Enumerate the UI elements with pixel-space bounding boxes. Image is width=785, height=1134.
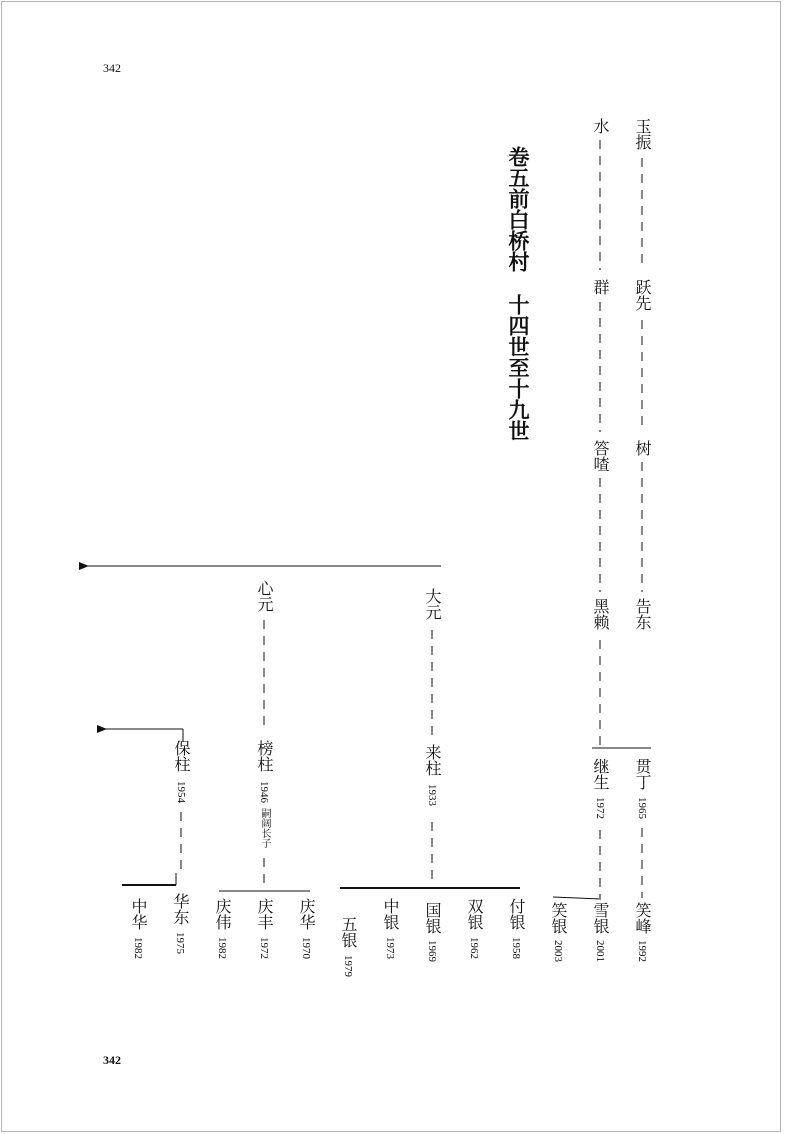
bracket-jisheng-children [553, 897, 601, 899]
year-bangzhu: 1946 [258, 781, 270, 803]
person-xinyuan: 心元 [255, 580, 274, 612]
child-name: 华东 [171, 893, 190, 925]
child-name: 付银 [507, 898, 526, 930]
child-year: 1975 [174, 932, 186, 954]
child-name: 庆丰 [255, 898, 274, 930]
child-name: 笑银 [549, 902, 568, 934]
child-name: 笑峰 [633, 902, 652, 934]
child-year: 2001 [594, 940, 606, 962]
child-name: 庆华 [297, 898, 316, 930]
page-number-top: 342 [103, 61, 121, 75]
person-laizhu: 来柱 [423, 744, 442, 776]
person-qun: 群 [591, 279, 610, 295]
child-name: 庆伟 [213, 898, 232, 930]
year-guanding: 1965 [636, 797, 648, 819]
child-name: 中银 [381, 898, 400, 930]
person-dayuan: 大元 [423, 588, 442, 620]
child-name: 雪银 [591, 902, 610, 934]
person-bangzhu: 榜柱 [255, 740, 274, 772]
year-laizhu: 1933 [426, 784, 438, 806]
child-name: 双银 [465, 898, 484, 930]
child-year: 1972 [258, 937, 270, 959]
child-year: 1958 [510, 937, 522, 959]
person-shu: 树 [633, 440, 652, 456]
person-shui: 水 [591, 118, 610, 134]
person-yuexian: 跃先 [633, 279, 652, 311]
child-year: 2003 [552, 940, 564, 962]
child-name: 国银 [423, 902, 442, 934]
child-year: 1992 [636, 940, 648, 962]
child-year: 1982 [132, 937, 144, 959]
child-year: 1969 [426, 940, 438, 962]
child-year: 1979 [342, 955, 354, 977]
page-number-bottom: 342 [103, 1053, 121, 1067]
year-baozhu: 1954 [175, 781, 187, 803]
person-daza: 答喳 [591, 440, 610, 472]
person-gaodong: 告东 [633, 598, 652, 630]
year-jisheng: 1972 [594, 797, 606, 819]
section-title-part1: 卷五前白桥村 [506, 146, 530, 272]
person-baozhu: 保柱 [172, 740, 191, 772]
child-name: 五银 [339, 916, 358, 948]
person-heilai: 黑赖 [591, 598, 610, 630]
child-name: 中华 [129, 898, 148, 930]
person-jisheng: 继生 [591, 758, 610, 790]
child-year: 1962 [468, 937, 480, 959]
section-title-part2: 十四世至十九世 [506, 294, 530, 441]
note-bangzhu: 嗣阔长子 [259, 808, 270, 848]
person-yuzhen: 玉振 [633, 118, 652, 150]
person-guanding: 贯丁 [633, 758, 652, 790]
child-year: 1982 [216, 937, 228, 959]
child-year: 1970 [300, 937, 312, 959]
child-year: 1973 [384, 937, 396, 959]
